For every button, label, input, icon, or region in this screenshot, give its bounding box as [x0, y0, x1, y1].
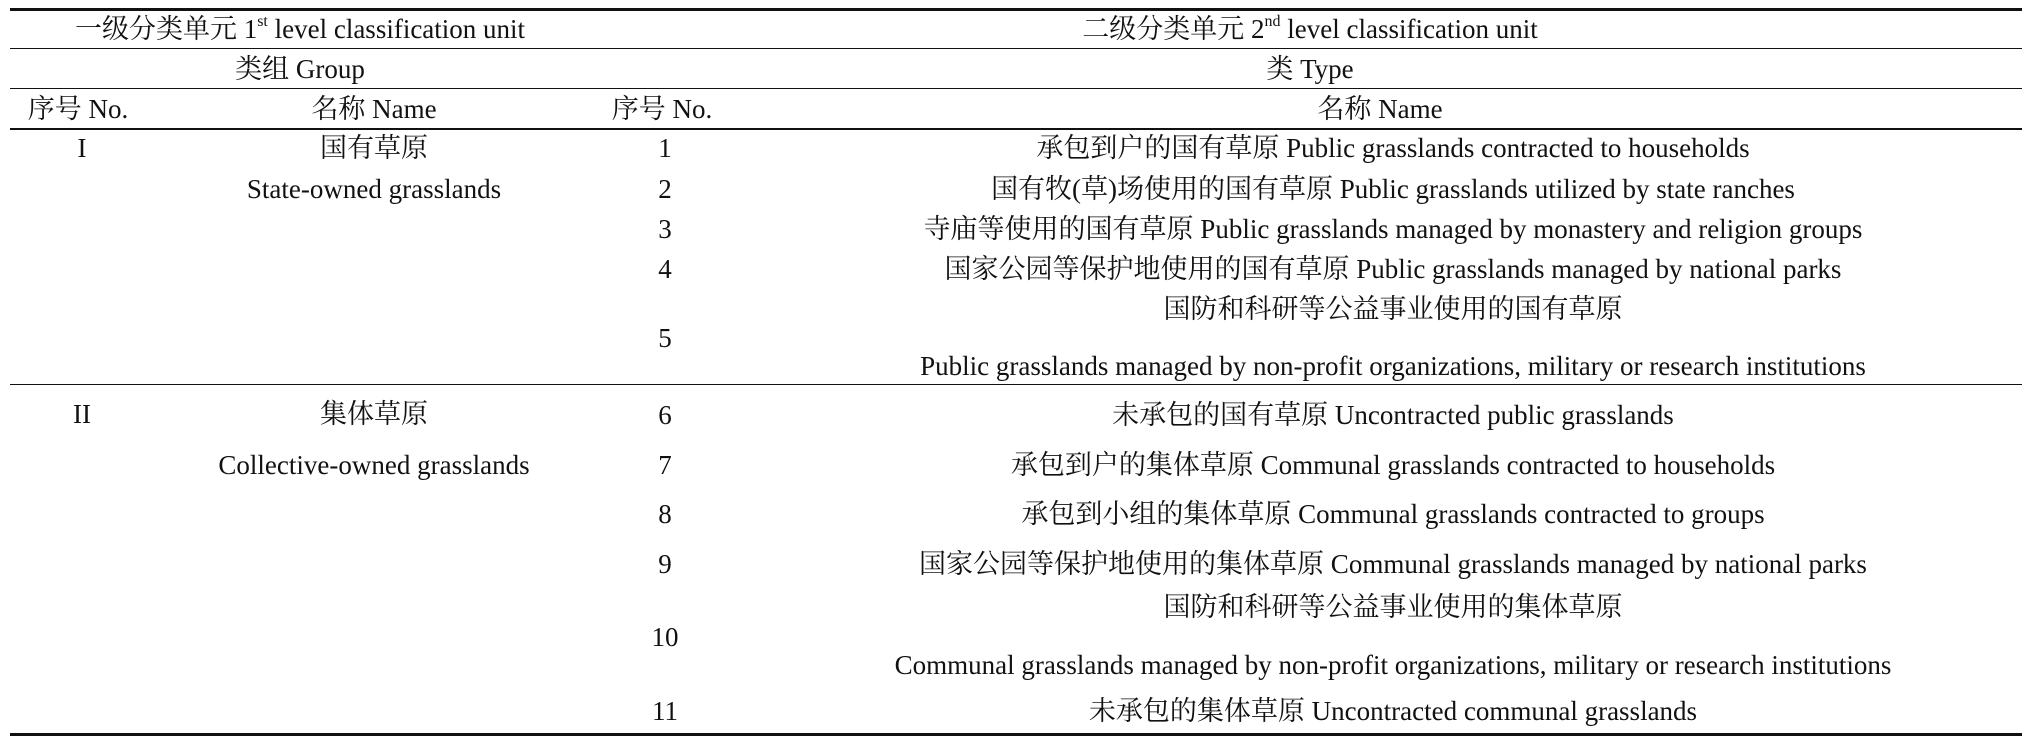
group-name-zh: 集体草原	[320, 399, 428, 429]
type-name: 承包到户的集体草原 Communal grasslands contracted to households	[1010, 450, 1776, 480]
col-name-2-header: 名称 Name	[1317, 94, 1443, 124]
type-name-zh: 国防和科研等公益事业使用的国有草原	[1163, 294, 1623, 324]
type-no: 8	[658, 499, 672, 529]
type-name-zh: 国防和科研等公益事业使用的集体草原	[1163, 592, 1623, 622]
level1-header	[75, 12, 525, 46]
group-name-en: State-owned grasslands	[246, 174, 502, 204]
header-rule-1	[10, 48, 2022, 49]
type-no: 7	[658, 450, 672, 480]
group-no: I	[77, 133, 87, 163]
header-rule-3	[10, 128, 2022, 130]
col-name-1-header: 名称 Name	[311, 94, 437, 124]
type-no: 1	[658, 133, 672, 163]
group-no: II	[73, 399, 91, 429]
level1-header-prefix: 一级分类单元 1	[74, 14, 258, 44]
level2-header-sup: nd	[1264, 13, 1281, 30]
type-name: 承包到小组的集体草原 Communal grasslands contracted to groups	[1021, 499, 1765, 529]
level2-header-prefix: 二级分类单元 2	[1082, 14, 1265, 44]
type-no: 2	[658, 174, 672, 204]
type-no: 9	[658, 549, 672, 579]
type-no: 10	[651, 622, 679, 652]
type-name: 国家公园等保护地使用的国有草原 Public grasslands managed by national parks	[944, 254, 1842, 284]
type-name-en: Public grasslands managed by non-profit organizations, military or research institutions	[920, 351, 1866, 381]
level1-header-suffix: level classification unit	[267, 14, 526, 44]
level2-header-suffix: level classification unit	[1280, 14, 1538, 44]
type-no: 6	[658, 400, 672, 430]
type-name: 承包到户的国有草原 Public grasslands contracted to households	[1036, 133, 1750, 163]
type-name: 未承包的集体草原 Uncontracted communal grasslands	[1088, 696, 1698, 726]
level2-header	[1082, 12, 1537, 46]
type-name: 国有牧(草)场使用的国有草原 Public grasslands utilized by state ranches	[991, 174, 1795, 204]
group-header: 类组 Group	[235, 54, 365, 84]
type-no: 3	[658, 214, 672, 244]
type-no: 5	[658, 323, 672, 353]
type-name: 未承包的国有草原 Uncontracted public grasslands	[1112, 400, 1674, 430]
type-name-en: Communal grasslands managed by non-profit organizations, military or research institutions	[894, 650, 1892, 680]
type-name: 寺庙等使用的国有草原 Public grasslands managed by monastery and religion groups	[923, 214, 1863, 244]
group-divider-rule	[10, 384, 2022, 385]
group-name-zh: 国有草原	[320, 133, 428, 163]
type-name: 国家公园等保护地使用的集体草原 Communal grasslands managed by national parks	[919, 549, 1867, 579]
top-rule	[10, 8, 2022, 11]
level1-header-sup: st	[257, 13, 268, 30]
bottom-rule	[10, 733, 2022, 736]
type-no: 11	[652, 696, 678, 726]
group-name-en: Collective-owned grasslands	[218, 450, 530, 480]
col-no-2-header: 序号 No.	[611, 94, 713, 124]
type-header: 类 Type	[1266, 54, 1354, 84]
col-no-1-header: 序号 No.	[27, 94, 129, 124]
header-rule-2	[10, 88, 2022, 89]
type-no: 4	[658, 254, 672, 284]
